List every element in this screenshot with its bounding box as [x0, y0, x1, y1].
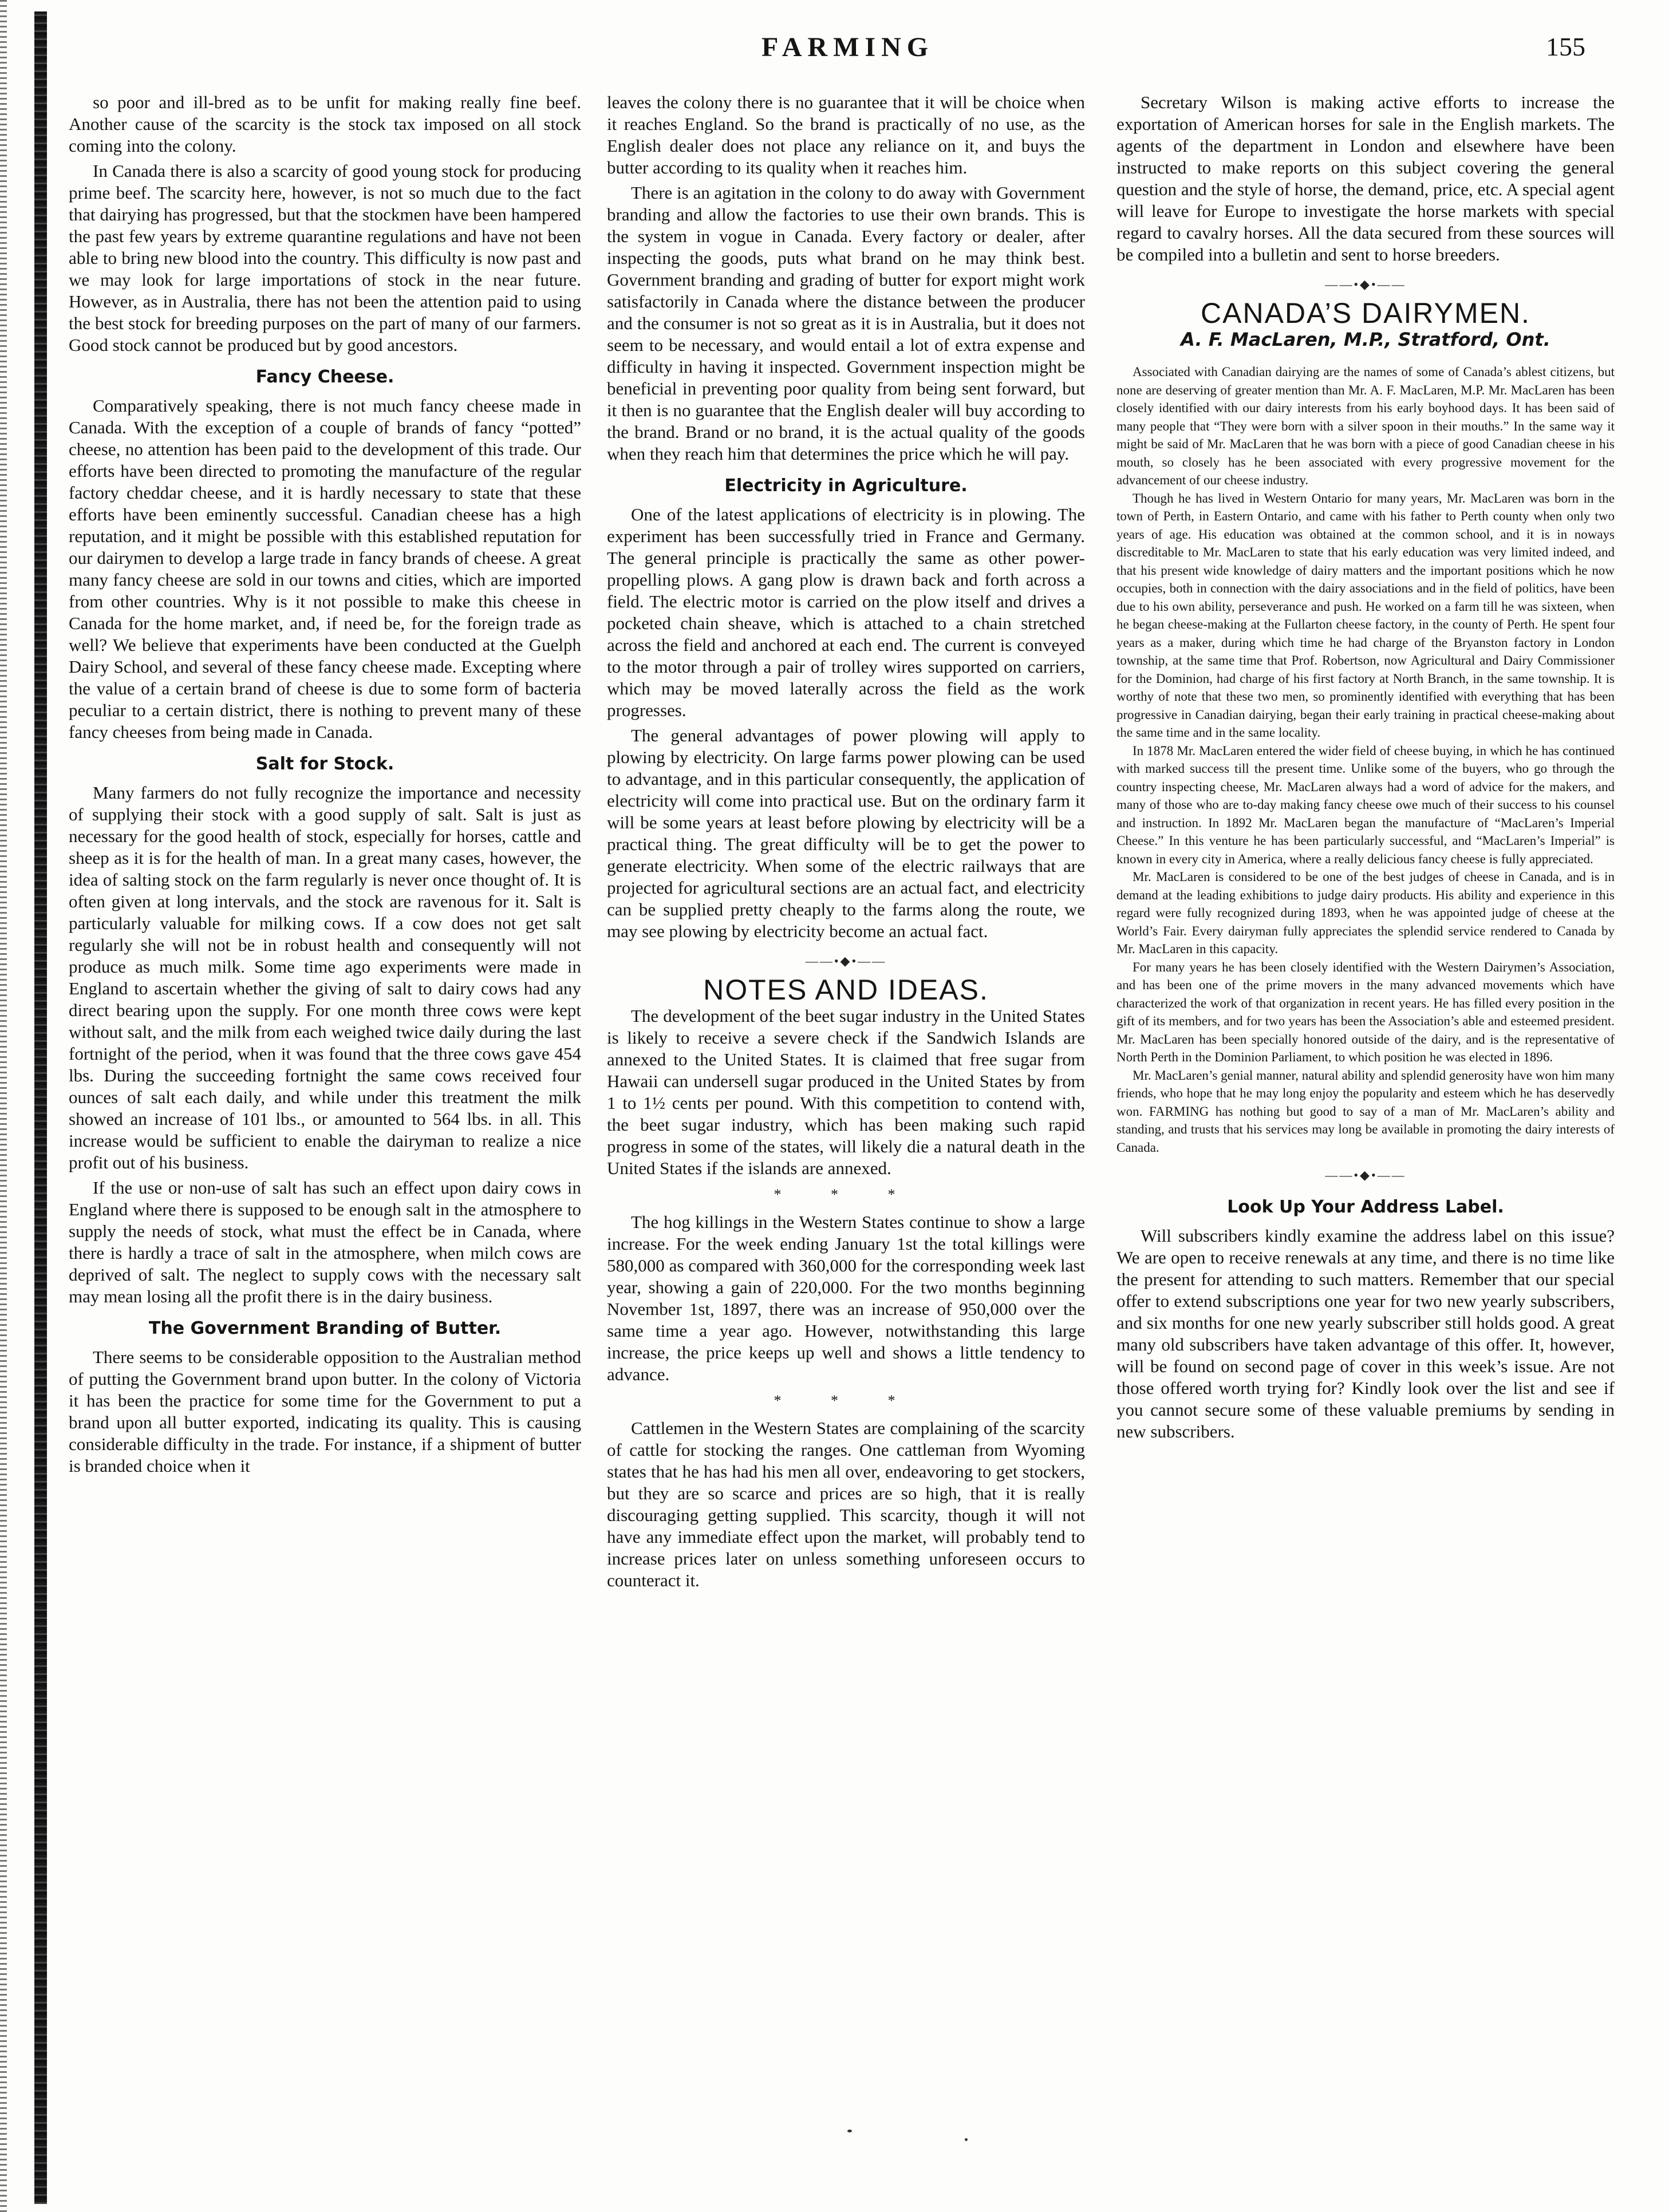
- paragraph: Though he has lived in Western Ontario for many years, Mr. MacLaren was born in the town of Perth, in Eastern Ontario, and came with his father to Perth county when only two years of age. His education was obtained at the common school, and it is in noways discreditable to Mr. MacLaren to state that his early education was very limited indeed, and that his present wide knowledge of dairy matters and the important positions which he now occupies, both in connection with the dairy associations and in the field of politics, have been due to his own ability, perseverance and push. He worked on a farm till he was sixteen, when he began cheese-making at the Fullarton cheese factory, in the county of Perth. He spent four years as a maker, during which time he had charge of the Bryanston factory in London township, at the same time that Prof. Robertson, now Agricultural and Dairy Commissioner for the Dominion, had charge of his first factory at North Branch, in the same township. It is worthy of note that these two men, so prominently identified with everything that has been progressive in Canadian dairying, began their early training in practical cheese-making about the same time and in the same locality.: [1116, 491, 1615, 740]
- page-number: 155: [1546, 32, 1585, 61]
- column-3: [1116, 92, 1615, 1446]
- page-edge-shadow: [0, 0, 7, 2212]
- page-header: [0, 31, 1669, 77]
- paragraph: Mr. MacLaren’s genial manner, natural ability and splendid generosity have won him many friends, who hope that he may long enjoy the popularity and esteem which he has deservedly won. FARMING has nothing but good to say of a man of Mr. MacLaren’s ability and standing, and trusts that his services may long be available in promoting the dairy interests of Canada.: [1116, 1068, 1615, 1155]
- paragraph: leaves the colony there is no guarantee that it will be choice when it reaches England. So the brand is practically of no use, as the English dealer does not place any reliance on it, and buys the butter according to its quality when it reaches him.: [607, 92, 1085, 177]
- section-title-canadas-dairymen: CANADA’S DAIRYMEN.: [1201, 297, 1530, 329]
- paragraph: The general advantages of power plowing will apply to plowing by electricity. On large farms power plowing can be used to advantage, and in this particular consequently, the application of electricity will come into practical use. But on the ordinary farm it will be some years at least before plowing by electricity will be a practical thing. The great difficulty will be to get the power to generate electricity. When some of the electric railways that are projected for agricultural sections are an actual fact, and electricity can be supplied pretty cheaply to the farms along the route, we may see plowing by electricity become an actual fact.: [607, 725, 1085, 941]
- asterism-separator: * * *: [774, 1392, 918, 1409]
- column-1: [69, 92, 581, 1480]
- article-subtitle: A. F. MacLaren, M.P., Stratford, Ont.: [1181, 329, 1550, 350]
- dairymen-article-body: [1116, 363, 1615, 1156]
- paragraph: There is an agitation in the colony to do away with Government branding and allow the factories to use their own brands. This is the system in vogue in Canada. Every factory or dealer, after inspecting the goods, puts what brand on he may think best. Government branding and grading of butter for export might work satisfactorily in Canada where the distance between the producer and the consumer is not so great as it is in Australia, but it does not seem to be necessary, and would entail a lot of extra expense and difficulty in having it inspected. Government inspection might be beneficial in preventing poor quality from being sent forward, but it then is no guarantee that the English dealer will buy according to the brand. Brand or no brand, it is the actual quality of the goods when they reach him that determines the price which he will pay.: [607, 183, 1085, 464]
- paragraph: In Canada there is also a scarcity of good young stock for producing prime beef. The scarcity here, however, is not so much due to the fact that dairying has progressed, but that the stockmen have been hampered the past few years by extreme quarantine regulations and have not been able to bring new blood into the country. This difficulty is now past and we may look for large importations of stock in the near future. However, as in Australia, there has not been the attention paid to using the best stock for breeding purposes on the part of many of our farmers. Good stock cannot be produced but by good ancestors.: [69, 161, 581, 355]
- section-title-notes-and-ideas: NOTES AND IDEAS.: [703, 974, 989, 1006]
- paragraph: Associated with Canadian dairying are the names of some of Canada’s ablest citizens, but none are deserving of greater mention than Mr. A. F. MacLaren, M.P. Mr. MacLaren has been closely identified with our dairy interests from his early boyhood days. It has been said of many people that “They were born with a silver spoon in their mouths.” In the same way it might be said of Mr. MacLaren that he was born with a piece of good Canadian cheese in his mouth, so closely has he been associated with every progressive movement for the advancement of our cheese industry.: [1116, 365, 1615, 487]
- paragraph: One of the latest applications of electricity is in plowing. The experiment has been successfully tried in France and Germany. The general principle is practically the same as other power-propelling plows. A gang plow is drawn back and forth across a field. The electric motor is carried on the plow itself and drives a pocketed chain sheave, which is attached to a chain stretched across the field and anchored at each end. The current is conveyed to the motor through a pair of trolley wires supported on carriers, which may be moved laterally across the field as the work progresses.: [607, 504, 1085, 720]
- binding-strip: [34, 11, 47, 2204]
- paragraph: so poor and ill-bred as to be unfit for making really fine beef. Another cause of the scarcity is the stock tax imposed on all stock coming into the colony.: [69, 92, 581, 156]
- ornament-divider: ——•◆•——: [805, 954, 887, 968]
- paragraph: For many years he has been closely identified with the Western Dairymen’s Association, and has been one of the prime movers in the many advanced movements which have characterized the work of that organization in recent years. He has filled every position in the gift of its members, and for two years has been the Association’s able and esteemed president. Mr. MacLaren has been specially honored outside of the dairy, and is the representative of North Perth in the Dominion Parliament, to which position he was elected in 1896.: [1116, 959, 1615, 1064]
- paragraph: Mr. MacLaren is considered to be one of the best judges of cheese in Canada, and is in demand at the leading exhibitions to judge dairy products. His ability and experience in this regard were fully recognized during 1893, when he was appointed judge of cheese at the World’s Fair. Every dairyman fully appreciates the splendid service rendered to Canada by Mr. MacLaren in this capacity.: [1116, 870, 1615, 956]
- column-2: [607, 92, 1085, 1595]
- paragraph: Cattlemen in the Western States are complaining of the scarcity of cattle for stocking the ranges. One cattleman from Wyoming states that he has had his men all over, endeavoring to get stockers, but they are so scarce and prices are so high, that it is really discouraging getting supplied. This scarcity, though it will not have any immediate effect upon the market, will probably tend to increase prices later on unless something unforeseen occurs to counteract it.: [607, 1418, 1085, 1590]
- running-title: FARMING: [761, 32, 934, 62]
- asterism-separator: * * *: [774, 1186, 918, 1203]
- ornament-divider: ——•◆•——: [1325, 277, 1406, 291]
- paragraph: Will subscribers kindly examine the address label on this issue? We are open to receive renewals at any time, and there is no time like the present for attending to such matters. Remember that our special offer to extend subscriptions one year for two new yearly subscribers, and six months for one new yearly subscriber still holds good. A great many old subscribers have taken advantage of this offer. It, however, will be found on second page of cover in this week’s issue. Are not those offered worth trying for? Kindly look over the list and see if you cannot secure some of these valuable premiums by sending in new subscribers.: [1116, 1226, 1615, 1441]
- section-heading-electricity: Electricity in Agriculture.: [724, 476, 968, 496]
- section-heading-address-label: Look Up Your Address Label.: [1227, 1197, 1504, 1217]
- print-speck: [965, 2138, 968, 2141]
- paragraph: If the use or non-use of salt has such an effect upon dairy cows in England where there is supposed to be enough salt in the atmosphere to supply the needs of stock, what must the effect be in Canada, where there is hardly a trace of salt in the atmosphere, when milch cows are deprived of salt. The neglect to supply cows with the necessary salt may mean losing all the profit there is in the dairy business.: [69, 1178, 581, 1306]
- paragraph: The development of the beet sugar industry in the United States is likely to receive a severe check if the Sandwich Islands are annexed to the United States. It is claimed that free sugar from Hawaii can undersell sugar produced in the United States by from 1 to 1½ cents per pound. With this competition to contend with, the beet sugar industry, which has been making such rapid progress in some of the states, will likely die a natural death in the United States if the islands are annexed.: [607, 1006, 1085, 1178]
- section-heading-fancy-cheese: Fancy Cheese.: [255, 367, 394, 387]
- paragraph: Comparatively speaking, there is not much fancy cheese made in Canada. With the exception of a couple of brands of fancy “potted” cheese, no attention has been paid to the development of this trade. Our efforts have been directed to promoting the manufacture of the regular factory cheddar cheese, and it is hardly necessary to state that these efforts have been eminently successful. Canadian cheese has a high reputation, and it might be possible with this established reputation for our dairymen to develop a large trade in fancy brands of cheese. A great many fancy cheese are sold in our towns and cities, which are imported from other countries. Why is it not possible to make this cheese in Canada for the home market, and, if need be, for the foreign trade as well? We believe that experiments have been conducted at the Guelph Dairy School, and several of these fancy cheese made. Excepting where the value of a certain brand of cheese is due to some form of bacteria peculiar to a certain district, there is nothing to prevent many of these fancy cheeses from being made in Canada.: [69, 396, 581, 742]
- section-heading-salt-for-stock: Salt for Stock.: [255, 754, 394, 774]
- paragraph: Many farmers do not fully recognize the importance and necessity of supplying their stock with a good supply of salt. Salt is just as necessary for the good health of stock, especially for horses, cattle and sheep as it is for the health of man. In a great many cases, however, the idea of salting stock on the farm regularly is never once thought of. It is often given at long intervals, and the stock are ravenous for it. Salt is particularly valuable for milking cows. If a cow does not get salt regularly she will not be in robust health and consequently will not produce as much milk. Some time ago experiments were made in England to ascertain whether the giving of salt to dairy cows had any direct bearing upon the supply. For one month three cows were kept without salt, and the milk from each weighed twice daily during the last fortnight of the period, when it was found that the three cows gave 454 lbs. During the succeeding fortnight the same cows received four ounces of salt each daily, and while under this treatment the milk showed an increase of 101 lbs., or amounted to 564 lbs. in all. This increase would be sufficient to enable the dairyman to realize a nice profit out of his business.: [69, 783, 581, 1172]
- print-speck: [847, 2130, 852, 2132]
- paragraph: Secretary Wilson is making active efforts to increase the exportation of American horses for sale in the English markets. The agents of the department in London and elsewhere have been instructed to make reports on this subject covering the general question and the style of horse, the demand, price, etc. A special agent will leave for Europe to investigate the horse markets with special regard to cavalry horses. All the data secured from these sources will be compiled into a bulletin and sent to horse breeders.: [1116, 92, 1615, 264]
- section-heading-government-branding: The Government Branding of Butter.: [148, 1318, 502, 1338]
- paragraph: The hog killings in the Western States continue to show a large increase. For the week ending January 1st the total killings were 580,000 as compared with 360,000 for the corresponding week last year, showing a gain of 220,000. For the two months beginning November 1st, 1897, there was an increase of 950,000 over the same time a year ago. However, notwithstanding this large increase, the price keeps up well and shows a little tendency to advance.: [607, 1212, 1085, 1384]
- paragraph: There seems to be considerable opposition to the Australian method of putting the Government brand upon butter. In the colony of Victoria it has been the practice for some time for the Government to put a brand upon all butter exported, indicating its quality. This is causing considerable difficulty in the trade. For instance, if a shipment of butter is branded choice when it: [69, 1347, 581, 1476]
- ornament-divider: ——•◆•——: [1325, 1168, 1406, 1182]
- paragraph: In 1878 Mr. MacLaren entered the wider field of cheese buying, in which he has continued with marked success till the present time. Unlike some of the buyers, who go through the country inspecting cheese, Mr. MacLaren always had a word of advice for the makers, and many of those who are to-day making fancy cheese owe much of their success to his counsel and instruction. In 1892 Mr. MacLaren began the manufacture of “MacLaren’s Imperial Cheese.” In this venture he has been particularly successful, and “MacLaren’s Imperial” is known in every city in America, where a really delicious fancy cheese is fully appreciated.: [1116, 743, 1615, 866]
